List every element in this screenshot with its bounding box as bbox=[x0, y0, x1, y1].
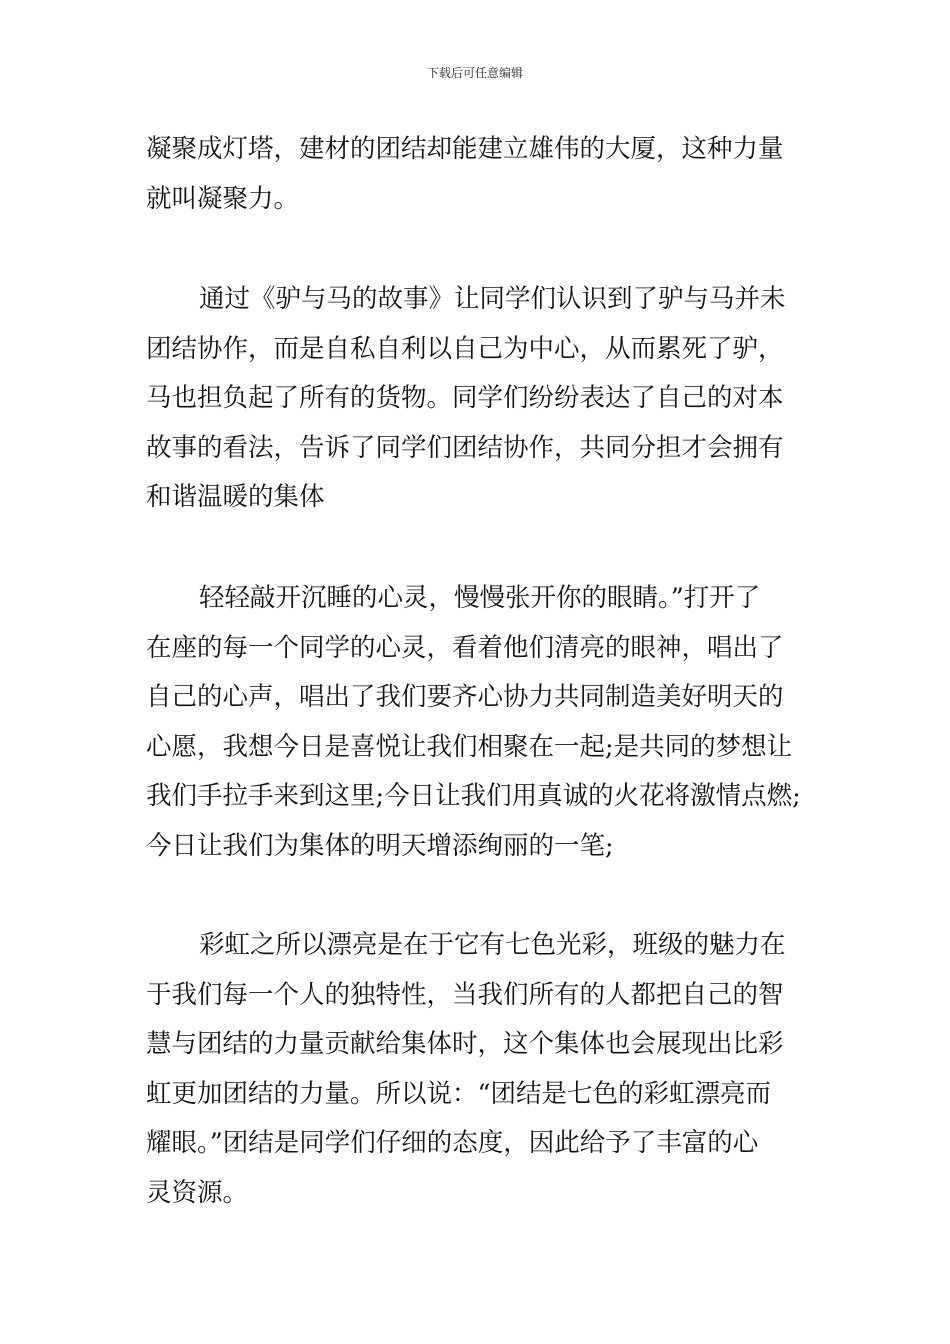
text-line: 虹更加团结的力量。所以说：“团结是七色的彩虹漂亮而 bbox=[146, 1078, 772, 1109]
page-header: 下载后可任意编辑 bbox=[426, 66, 523, 80]
text-line: 在座的每一个同学的心灵，看着他们清亮的眼神，唱出了 bbox=[146, 632, 784, 663]
text-line-indented: 通过《驴与马的故事》让同学们认识到了驴与马并未 bbox=[199, 284, 786, 314]
text-line: 今日让我们为集体的明天增添绚丽的一笔; bbox=[146, 830, 614, 861]
text-line: 我们手拉手来到这里;今日让我们用真诚的火花将激情点燃; bbox=[146, 781, 801, 812]
text-line-indented: 轻轻敲开沉睡的心灵，慢慢张开你的眼睛。”打开了 bbox=[199, 583, 761, 613]
paragraph-2 bbox=[146, 275, 814, 523]
text-line-indented: 彩虹之所以漂亮是在于它有七色光彩，班级的魅力在 bbox=[199, 930, 786, 960]
paragraph-4 bbox=[146, 921, 814, 1219]
text-line: 耀眼。”团结是同学们仔细的态度，因此给予了丰富的心 bbox=[146, 1128, 759, 1159]
text-line: 于我们每一个人的独特性，当我们所有的人都把自己的智 bbox=[146, 979, 784, 1010]
text-line: 心愿，我想今日是喜悦让我们相聚在一起;是共同的梦想让 bbox=[146, 731, 793, 762]
text-line: 自己的心声，唱出了我们要齐心协力共同制造美好明天的 bbox=[146, 682, 784, 713]
text-line: 就叫凝聚力。 bbox=[146, 183, 300, 214]
text-line: 故事的看法，告诉了同学们团结协作，共同分担才会拥有 bbox=[146, 432, 784, 463]
paragraph-1 bbox=[146, 125, 814, 224]
text-line: 马也担负起了所有的货物。同学们纷纷表达了自己的对本 bbox=[146, 383, 784, 414]
text-line: 和谐温暖的集体 bbox=[146, 482, 325, 513]
text-line: 凝聚成灯塔，建材的团结却能建立雄伟的大厦，这种力量 bbox=[146, 134, 784, 164]
text-line: 灵资源。 bbox=[146, 1177, 249, 1208]
text-line: 慧与团结的力量贡献给集体时，这个集体也会展现出比彩 bbox=[146, 1029, 784, 1060]
text-line: 团结协作，而是自私自利以自己为中心，从而累死了驴， bbox=[146, 333, 784, 364]
paragraph-3 bbox=[146, 574, 814, 872]
